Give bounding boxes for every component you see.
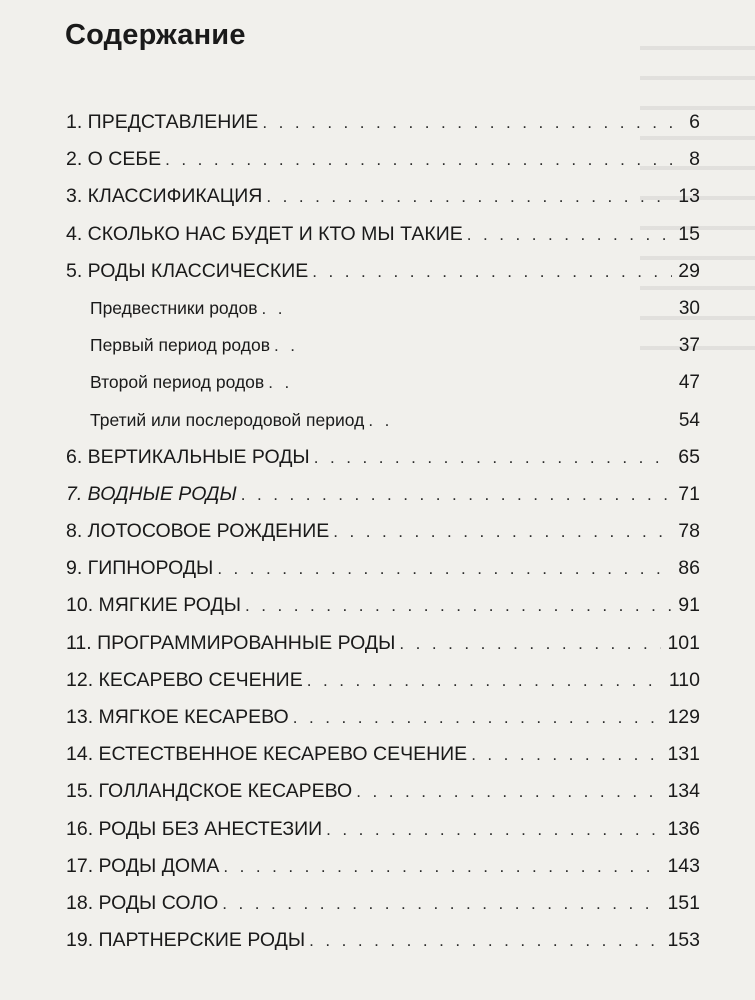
dot-leader xyxy=(293,699,662,736)
dot-leader xyxy=(245,587,672,624)
toc-entry[interactable] xyxy=(66,885,700,922)
toc-entry[interactable] xyxy=(66,922,700,959)
toc-entry-label: 16. РОДЫ БЕЗ АНЕСТЕЗИИ xyxy=(66,817,323,840)
toc-entry[interactable] xyxy=(66,141,700,178)
toc-entry-page: 110 xyxy=(668,668,700,691)
dot-leader xyxy=(471,736,661,773)
toc-entry[interactable] xyxy=(66,104,700,141)
dot-leader xyxy=(326,811,661,848)
toc-entry[interactable] xyxy=(66,216,700,253)
toc-entry-page: 143 xyxy=(667,854,700,877)
toc-entry-page: 13 xyxy=(678,185,700,208)
toc-entry-page: 131 xyxy=(667,743,700,766)
dot-leader xyxy=(266,178,672,215)
toc-entry-label: 5. РОДЫ КЛАССИЧЕСКИЕ xyxy=(66,259,309,282)
toc-entry[interactable] xyxy=(66,662,700,699)
dot-leader xyxy=(217,550,672,587)
toc-entry-page: 101 xyxy=(667,631,700,654)
toc-entry-label: 14. ЕСТЕСТВЕННОЕ КЕСАРЕВО СЕЧЕНИЕ xyxy=(66,743,468,766)
dot-leader xyxy=(333,513,672,550)
toc-entry[interactable] xyxy=(66,587,700,624)
toc-entry-label: 4. СКОЛЬКО НАС БУДЕТ И КТО МЫ ТАКИЕ xyxy=(66,222,463,245)
toc-subentry[interactable] xyxy=(66,290,700,327)
toc-entry-page: 71 xyxy=(678,482,700,505)
toc-entry-label: 12. КЕСАРЕВО СЕЧЕНИЕ xyxy=(66,668,303,691)
toc-entry[interactable] xyxy=(66,550,700,587)
toc-entry[interactable] xyxy=(66,476,700,513)
toc-entry-page: 29 xyxy=(678,259,700,282)
toc-entry-page: 153 xyxy=(667,929,700,952)
toc-subentry-label: Третий или послеродовой период xyxy=(90,409,365,430)
toc-entry-label: 7. ВОДНЫЕ РОДЫ xyxy=(66,482,237,505)
toc-subentry[interactable] xyxy=(66,364,700,401)
dot-leader xyxy=(467,216,673,253)
toc-entry[interactable] xyxy=(66,513,700,550)
dot-leader xyxy=(312,253,672,290)
toc-entry-page: 65 xyxy=(678,445,700,468)
toc-entry-page: 151 xyxy=(667,891,700,914)
page-title: Содержание xyxy=(65,19,246,51)
toc-entry-page: 78 xyxy=(678,520,700,543)
dot-leader xyxy=(262,290,290,327)
dot-leader xyxy=(274,327,302,364)
table-of-contents xyxy=(66,104,700,959)
toc-subentry-page: 47 xyxy=(678,372,700,394)
toc-entry-page: 129 xyxy=(667,706,700,728)
toc-subentry-label: Второй период родов xyxy=(90,372,265,393)
toc-subentry-label: Предвестники родов xyxy=(90,297,258,318)
toc-entry-page: 15 xyxy=(678,222,700,245)
toc-entry-page: 91 xyxy=(678,594,700,617)
dot-leader xyxy=(356,773,661,810)
dot-leader xyxy=(368,402,396,439)
toc-subentry-page: 30 xyxy=(678,297,700,319)
toc-entry[interactable] xyxy=(66,439,700,476)
toc-entry-page: 86 xyxy=(678,557,700,580)
toc-subentry-label: Первый период родов xyxy=(90,335,271,356)
toc-entry[interactable] xyxy=(66,736,700,773)
toc-entry[interactable] xyxy=(66,848,700,885)
toc-entry[interactable] xyxy=(66,811,700,848)
toc-entry-page: 134 xyxy=(667,780,700,803)
toc-subentry-page: 54 xyxy=(678,409,700,431)
toc-entry-label: 13. МЯГКОЕ КЕСАРЕВО xyxy=(66,706,289,728)
toc-entry-label: 6. ВЕРТИКАЛЬНЫЕ РОДЫ xyxy=(66,445,310,468)
toc-entry-label: 10. МЯГКИЕ РОДЫ xyxy=(66,594,241,617)
dot-leader xyxy=(309,922,661,959)
toc-entry-label: 3. КЛАССИФИКАЦИЯ xyxy=(66,185,263,208)
toc-entry[interactable] xyxy=(66,178,700,215)
dot-leader xyxy=(307,662,663,699)
toc-subentry[interactable] xyxy=(66,327,700,364)
toc-entry-page: 8 xyxy=(689,148,700,171)
toc-entry[interactable] xyxy=(66,625,700,662)
dot-leader xyxy=(165,141,683,178)
toc-entry-label: 11. ПРОГРАММИРОВАННЫЕ РОДЫ xyxy=(66,631,396,654)
toc-entry[interactable] xyxy=(66,699,700,736)
dot-leader xyxy=(399,625,661,662)
toc-entry-label: 9. ГИПНОРОДЫ xyxy=(66,557,214,580)
dot-leader xyxy=(314,439,673,476)
dot-leader xyxy=(223,848,661,885)
toc-entry-label: 15. ГОЛЛАНДСКОЕ КЕСАРЕВО xyxy=(66,780,353,803)
toc-entry-label: 17. РОДЫ ДОМА xyxy=(66,854,220,877)
toc-entry-label: 8. ЛОТОСОВОЕ РОЖДЕНИЕ xyxy=(66,520,330,543)
toc-entry-label: 1. ПРЕДСТАВЛЕНИЕ xyxy=(66,111,259,133)
toc-entry-label: 19. ПАРТНЕРСКИЕ РОДЫ xyxy=(66,929,306,952)
dot-leader xyxy=(262,104,683,141)
dot-leader xyxy=(241,476,673,513)
toc-entry[interactable] xyxy=(66,773,700,810)
toc-entry-label: 18. РОДЫ СОЛО xyxy=(66,891,219,914)
toc-entry-page: 136 xyxy=(667,817,700,840)
toc-entry-label: 2. О СЕБЕ xyxy=(66,148,162,171)
toc-entry-page: 6 xyxy=(689,111,700,133)
toc-subentry-page: 37 xyxy=(678,335,700,357)
toc-subentry[interactable] xyxy=(66,402,700,439)
dot-leader xyxy=(268,364,296,401)
toc-entry[interactable] xyxy=(66,253,700,290)
dot-leader xyxy=(222,885,661,922)
